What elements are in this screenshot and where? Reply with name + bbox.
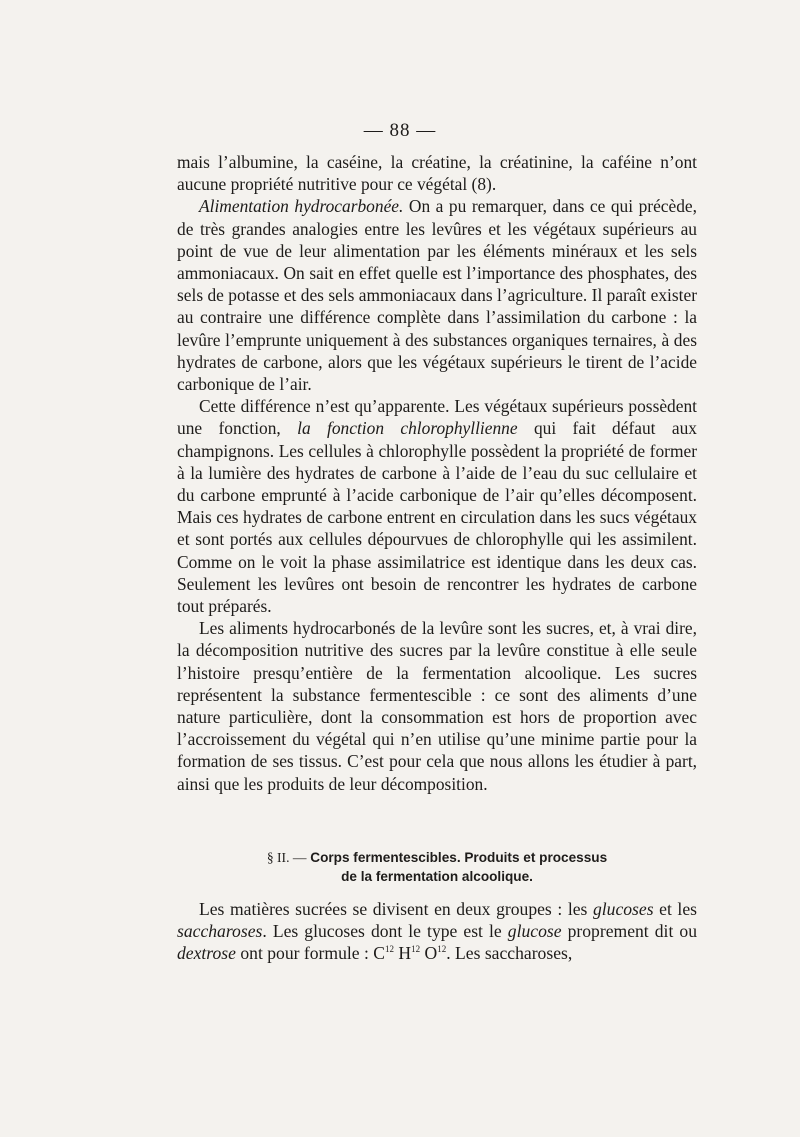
paragraph-3-text-a: Cette différence n’est qu’apparente. Les végétaux supérieurs possèdent une fonction, [177, 396, 697, 439]
paragraph-1: mais l’albumine, la caséine, la créatine, la créatinine, la caféine n’ont aucune propriété nutritive pour ce végétal (8). [177, 152, 697, 195]
p5-i4: dextrose [177, 943, 236, 963]
p5-sup1: 12 [385, 944, 394, 955]
paragraph-3 [177, 395, 697, 617]
p5-t7: O [420, 943, 438, 963]
p5-i1: glucoses [592, 899, 654, 919]
section-heading-line-1 [177, 848, 697, 867]
paragraph-3-text-b: qui fait défaut aux champignons. Les cellules à chlorophylle possèdent la propriété de former à la lumière des hydrates de carbone à l’aide de l’eau du suc cellulaire et du carbone emprunté à l’acide carbonique de l’air qu’elles décomposent. Mais ces hydrates de carbone entrent en circulation dans les sucs végétaux et sont portés aux cellules dépourvues de chlorophylle qui les assimilent. Comme on le voit la phase assimilatrice est identique dans les deux cas. Seulement les levûres ont besoin de rencontrer les hydrates de carbone tout préparés. [177, 418, 697, 617]
paragraph-5 [177, 898, 697, 964]
p5-t3: . Les glucoses dont le type est le [262, 921, 508, 941]
p5-sup2: 12 [411, 944, 421, 955]
p5-t1: Les matières sucrées se divisent en deux groupes : les [199, 899, 593, 919]
paragraph-3-italic: la fonction chlorophyllienne [297, 418, 518, 439]
body-text-2 [177, 898, 697, 964]
paragraph-heading: Alimentation hydrocarbonée. [199, 196, 404, 217]
body-text [177, 151, 697, 795]
paragraph-2 [177, 195, 697, 395]
p5-t6: H [394, 943, 412, 963]
p5-sup3: 12 [437, 944, 447, 955]
p5-i2: saccharoses [177, 921, 263, 941]
p5-i3: glucose [507, 921, 562, 941]
section-title-2: de la fermentation alcoolique. [341, 869, 533, 884]
paragraph-2-text: On a pu remarquer, dans ce qui précède, de très grandes analogies entre les levûres et les végétaux supérieurs au point de vue de leur alimentation par les éléments minéraux et les sels ammoniacaux. On sait en effet quelle est l’importance des phosphates, des sels de potasse et des sels ammoniacaux dans l’agriculture. Il paraît exister au contraire une différence complète dans l’assimilation du carbone : la levûre l’emprunte uniquement à des substances organiques ternaires, à des hydrates de carbone, alors que les végétaux supérieurs le tirent de l’acide carbonique de l’air. [177, 196, 698, 395]
section-heading [177, 848, 697, 886]
section-mark: § II. — [266, 850, 307, 865]
page-number: — 88 — [363, 120, 437, 141]
p5-t2: et les [653, 899, 697, 919]
section-title-1: Corps fermentescibles. Produits et processus [310, 850, 608, 865]
p5-t4: proprement dit ou [561, 921, 697, 941]
p5-t5: ont pour formule : C [235, 943, 385, 963]
paragraph-4: Les aliments hydrocarbonés de la levûre sont les sucres, et, à vrai dire, la décomposition nutritive des sucres par la levûre constitue à elle seule l’histoire presqu’entière de la fermentation alcoolique. Les sucres représentent la substance fermentescible : ce sont des aliments d’une nature particulière, dont la consommation est hors de proportion avec l’accroissement du végétal qui n’en utilise qu’une minime partie pour la formation de ses tissus. C’est pour cela que nous allons les étudier à part, ainsi que les produits de leur décomposition. [177, 618, 697, 794]
p5-t8: . Les saccharoses, [446, 943, 573, 963]
